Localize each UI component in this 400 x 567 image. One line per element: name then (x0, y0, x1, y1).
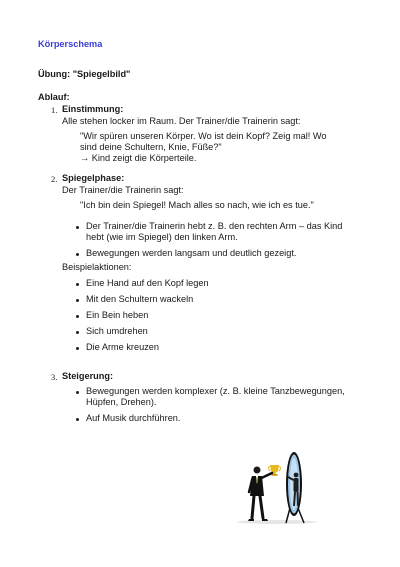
bullet-dot (76, 315, 79, 318)
list-item: Sich umdrehen (86, 326, 148, 336)
list-item: Die Arme kreuzen (86, 342, 160, 352)
page-title: Körperschema (38, 39, 103, 49)
step-number: 2. (51, 174, 58, 184)
step-heading: Steigerung: (62, 371, 114, 381)
step-heading: Einstimmung: (62, 104, 124, 114)
step-number: 1. (51, 105, 58, 115)
bullet-dot (76, 283, 79, 286)
bullet-dot (76, 226, 79, 229)
quote-line: "Wir spüren unseren Körper. Wo ist dein Kopf? Zeig mal! Wo (80, 131, 327, 141)
list-item: Der Trainer/die Trainerin hebt z. B. den rechten Arm – das Kind (86, 221, 343, 231)
list-item: Auf Musik durchführen. (86, 413, 181, 423)
step-heading: Spiegelphase: (62, 173, 125, 183)
list-item: Eine Hand auf den Kopf legen (86, 278, 209, 288)
step-number: 3. (51, 372, 58, 382)
bullet-dot (76, 253, 79, 256)
procedure-label: Ablauf: (38, 92, 70, 102)
list-item: Bewegungen werden komplexer (z. B. kleine Tanzbewegungen, (86, 386, 345, 396)
bullet-dot (76, 418, 79, 421)
mirror-reflection-illustration (232, 448, 322, 526)
list-item: Bewegungen werden langsam und deutlich gezeigt. (86, 248, 297, 258)
step-intro: Der Trainer/die Trainerin sagt: (62, 185, 184, 195)
list-item-continuation: hebt (wie im Spiegel) den linken Arm. (86, 232, 238, 242)
examples-label: Beispielaktionen: (62, 262, 132, 272)
quote-line: sind deine Schultern, Knie, Füße?" (80, 142, 222, 152)
quote-line: → Kind zeigt die Körperteile. (80, 153, 197, 163)
bullet-dot (76, 299, 79, 302)
list-item: Mit den Schultern wackeln (86, 294, 194, 304)
bullet-dot (76, 347, 79, 350)
quote-line: "Ich bin dein Spiegel! Mach alles so nach, wie ich es tue." (80, 200, 314, 210)
bullet-dot (76, 331, 79, 334)
list-item-continuation: Hüpfen, Drehen). (86, 397, 157, 407)
exercise-title: Übung: "Spiegelbild" (38, 69, 131, 79)
person-figure (248, 467, 272, 522)
bullet-dot (76, 391, 79, 394)
step-intro: Alle stehen locker im Raum. Der Trainer/die Trainerin sagt: (62, 116, 301, 126)
list-item: Ein Bein heben (86, 310, 149, 320)
